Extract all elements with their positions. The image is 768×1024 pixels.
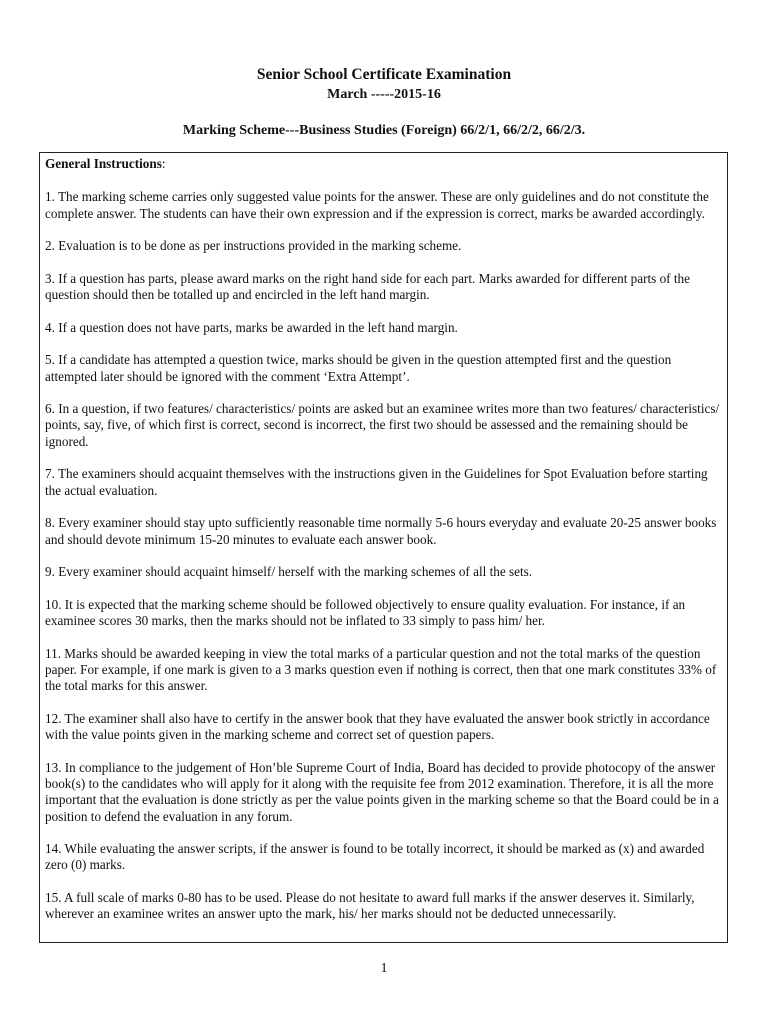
document-title: Senior School Certificate Examination [256,66,512,83]
instruction-item: 11. Marks should be awarded keeping in view the total marks of a particular question and not the total marks of the question paper. For example, if one mark is given to a 3 marks question even if nothing is correct, then that one mark constitutes 33% of the total marks for this answer. [45,645,717,694]
instruction-item: 1. The marking scheme carries only suggested value points for the answer. These are only guidelines and do not constitute the complete answer. The students can have their own expression and if the expression is correct, marks be awarded accordingly. [45,189,709,221]
instruction-item: 14. While evaluating the answer scripts, if the answer is found to be totally incorrect, it should be marked as (x) and awarded zero (0) marks. [45,841,705,873]
instruction-item: 8. Every examiner should stay upto sufficiently reasonable time normally 5-6 hours everyday and evaluate 20-25 answer books and should devote minimum 15-20 minutes to evaluate each answer book. [45,515,717,547]
instruction-item: 13. In compliance to the judgement of Hon’ble Supreme Court of India, Board has decided to provide photocopy of the answer book(s) to the candidates who will apply for it along with the requisite fee from 2012 examination. Therefore, it is all the more important that the evaluation is done strictly as per the value points given in the marking scheme so that the Board could be in a position to defend the evaluation in any forum. [45,759,719,824]
instruction-item: 9. Every examiner should acquaint himself/ herself with the marking schemes of all the sets. [45,564,533,580]
general-instructions-box [39,152,728,943]
instructions-heading-colon: : [161,156,166,171]
exam-session: March -----2015-16 [327,87,441,102]
instruction-item: 15. A full scale of marks 0-80 has to be used. Please do not hesitate to award full marks if the answer deserves it. Similarly, wherever an examinee writes an answer upto the mark, his/ her marks should not be deducted unnecessarily. [45,890,695,922]
instruction-item: 2. Evaluation is to be done as per instructions provided in the marking scheme. [45,238,462,254]
instruction-item: 12. The examiner shall also have to certify in the answer book that they have evaluated the answer book strictly in accordance with the value points given in the marking scheme and correct set of question papers. [45,710,710,743]
instructions-heading-line [45,156,721,172]
instruction-item: 4. If a question does not have parts, marks be awarded in the left hand margin. [45,319,458,335]
instructions-heading: General Instructions [45,156,162,171]
marking-scheme-title: Marking Scheme---Business Studies (Foreign) 66/2/1, 66/2/2, 66/2/3. [182,123,586,138]
instruction-item: 5. If a candidate has attempted a question twice, marks should be given in the question attempted first and the question attempted later should be ignored with the comment ‘Extra Attempt’. [45,352,672,384]
instruction-item: 10. It is expected that the marking scheme should be followed objectively to ensure quality evaluation. For instance, if an examinee scores 30 marks, then the marks should not be inflated to 33 simply to pass him/ her. [45,596,686,629]
instruction-item: 7. The examiners should acquaint themselves with the instructions given in the Guidelines for Spot Evaluation before starting the actual evaluation. [45,466,708,498]
page-number: 1 [380,961,388,976]
instruction-item: 3. If a question has parts, please award marks on the right hand side for each part. Marks awarded for different parts of the question should then be totalled up and encircled in the left hand margin. [45,270,690,303]
instruction-item: 6. In a question, if two features/ characteristics/ points are asked but an examinee writes more than two features/ characteristics/ points, say, five, of which first is correct, second is incorrect, the first two should be assessed and the remaining should be ignored. [45,401,720,449]
